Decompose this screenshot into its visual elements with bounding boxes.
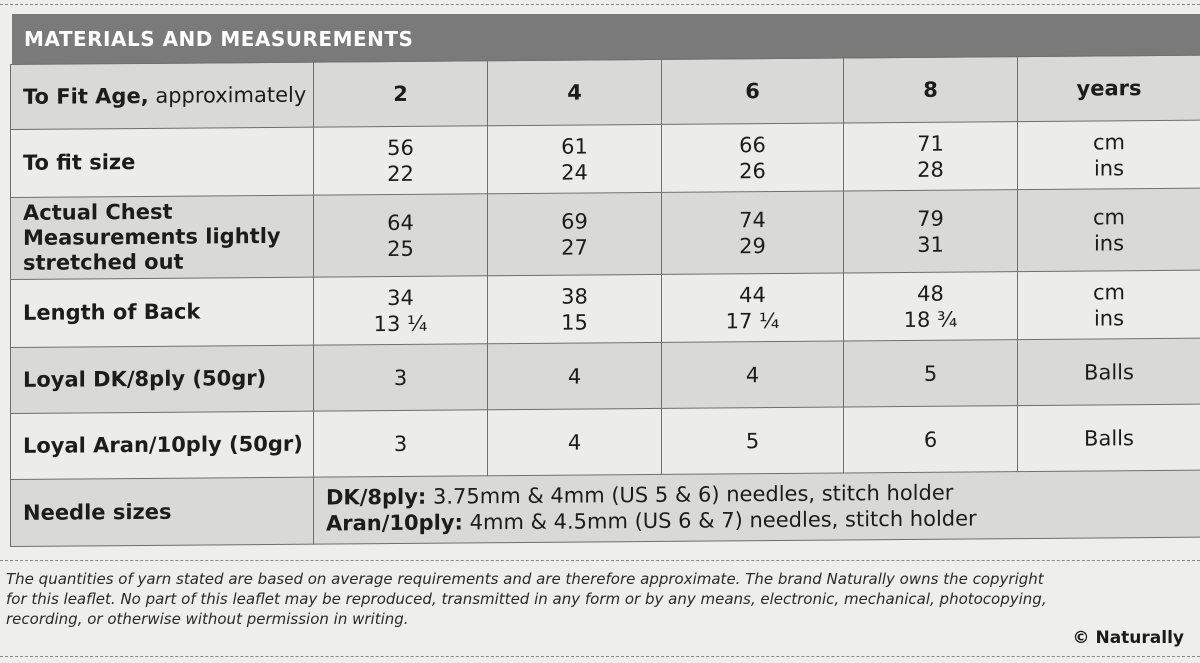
age-value-1: 2: [314, 61, 488, 127]
needle-dk-label: DK/8ply:: [326, 484, 427, 510]
aran-value-4: 6: [844, 406, 1018, 473]
table-row-age: [11, 55, 1200, 129]
footer-dashed-divider: [0, 560, 1200, 561]
back-cell-2: 38 15: [488, 274, 662, 343]
age-value-2: 4: [488, 59, 662, 125]
footer-line-3: recording, or otherwise without permission in writing.: [6, 610, 409, 628]
section-title: MATERIALS AND MEASUREMENTS: [12, 14, 1200, 64]
needle-aran-text: 4mm & 4.5mm (US 6 & 7) needles, stitch holder: [462, 506, 977, 535]
row-label-needles: Needle sizes: [11, 477, 314, 546]
footer-line-1: The quantities of yarn stated are based on average requirements and are therefore approximate. The brand Naturally owns the copyright: [6, 570, 1044, 588]
needle-aran-label: Aran/10ply:: [326, 510, 463, 536]
dk-unit: Balls: [1018, 338, 1200, 405]
back-units: cm ins: [1018, 270, 1200, 339]
chest-units: cm ins: [1018, 188, 1200, 271]
fit-size-cell-3: 66 26: [662, 123, 844, 192]
dk-value-1: 3: [314, 344, 488, 411]
row-label-aran: Loyal Aran/10ply (50gr): [11, 411, 314, 479]
back-cell-1: 34 13 ¼: [314, 276, 488, 345]
age-unit: years: [1018, 55, 1200, 121]
dk-value-4: 5: [844, 340, 1018, 407]
table-row-chest: [11, 188, 1200, 279]
fit-size-cell-4: 71 28: [844, 122, 1018, 191]
copyright-notice: © Naturally: [1072, 628, 1184, 648]
back-cell-3: 44 17 ¼: [662, 273, 844, 342]
table-row-needles: [11, 470, 1200, 546]
fit-size-cell-2: 61 24: [488, 124, 662, 193]
row-label-dk: Loyal DK/8ply (50gr): [11, 345, 314, 413]
table-row-dk: [11, 338, 1200, 413]
dk-value-3: 4: [662, 341, 844, 408]
fit-size-units: cm ins: [1018, 120, 1200, 189]
row-label-fit-size: To fit size: [11, 127, 314, 197]
table-row-aran: [11, 404, 1200, 479]
footer-line-2: for this leaflet. No part of this leaflet may be reproduced, transmitted in any form or by any means, electronic, mechanical, photocopying,: [6, 590, 1047, 608]
table-row-fit-size: [11, 120, 1200, 197]
dk-value-2: 4: [488, 342, 662, 409]
row-label-age: To Fit Age, approximately: [11, 62, 314, 129]
chest-cell-4: 79 31: [844, 190, 1018, 273]
aran-value-1: 3: [314, 410, 488, 477]
age-value-4: 8: [844, 57, 1018, 123]
top-dashed-divider: [0, 4, 1200, 5]
bottom-dashed-divider: [0, 656, 1200, 657]
row-label-back: Length of Back: [11, 277, 314, 347]
needle-dk-text: 3.75mm & 4mm (US 5 & 6) needles, stitch holder: [426, 480, 954, 509]
chest-cell-1: 64 25: [314, 194, 488, 277]
chest-cell-3: 74 29: [662, 191, 844, 274]
needle-sizes-cell: [314, 470, 1200, 544]
measurements-table: [10, 55, 1200, 547]
aran-unit: Balls: [1018, 404, 1200, 471]
row-label-chest: Actual Chest Measurements lightly stretched out: [11, 195, 314, 279]
back-cell-4: 48 18 ¾: [844, 272, 1018, 341]
footer-disclaimer: [6, 569, 1192, 629]
age-value-3: 6: [662, 58, 844, 124]
table-row-back: [11, 270, 1200, 347]
aran-value-3: 5: [662, 407, 844, 474]
chest-cell-2: 69 27: [488, 192, 662, 275]
aran-value-2: 4: [488, 408, 662, 475]
fit-size-cell-1: 56 22: [314, 126, 488, 195]
